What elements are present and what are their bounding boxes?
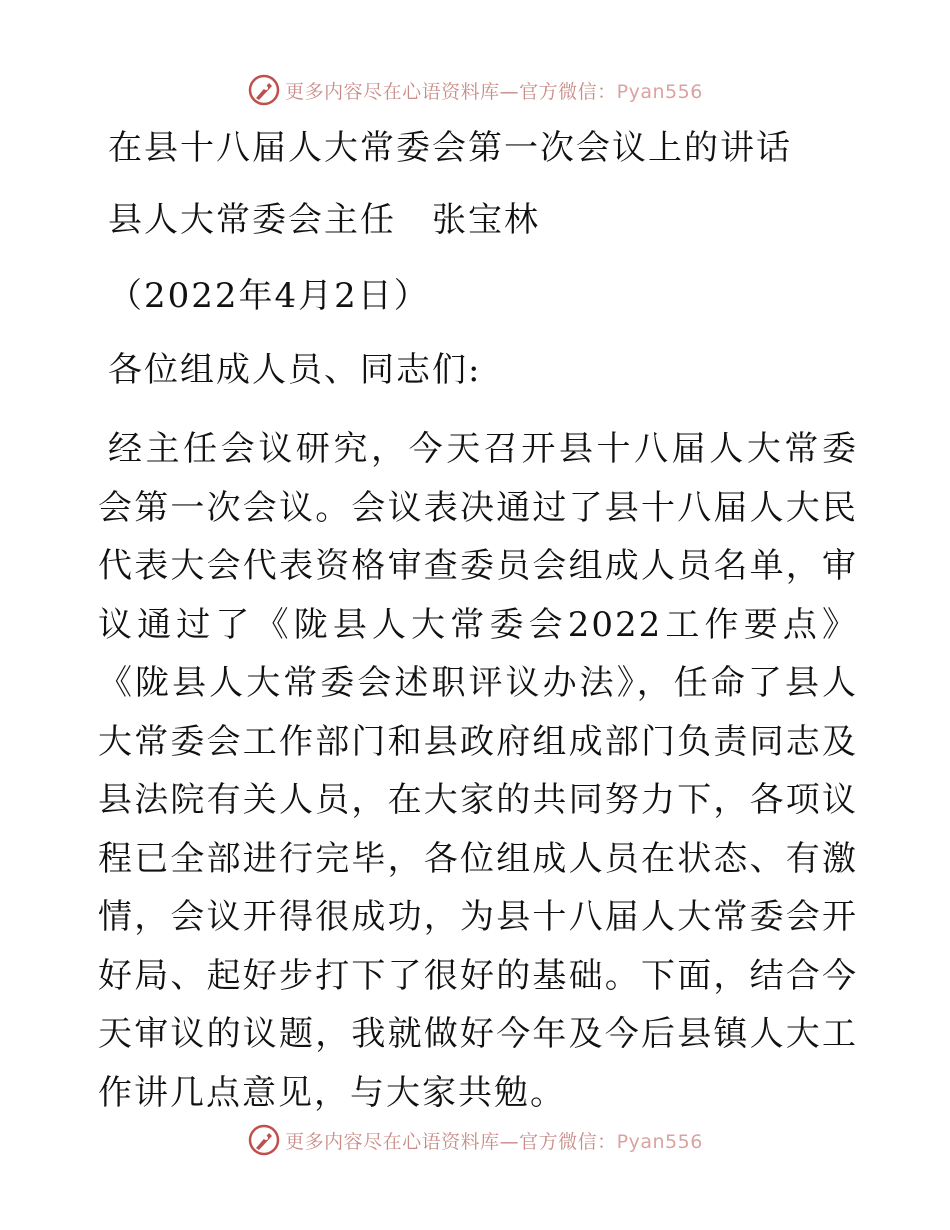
footer-watermark	[0, 1120, 950, 1160]
document-greeting: 各位组成人员、同志们:	[108, 350, 482, 390]
pen-logo-icon	[247, 1123, 281, 1157]
header-watermark	[0, 70, 950, 110]
document-title: 在县十八届人大常委会第一次会议上的讲话	[108, 128, 792, 168]
watermark-text: 更多内容尽在心语资料库—官方微信：Pyan556	[285, 1130, 703, 1153]
document-date: （2022年4月2日）	[108, 276, 430, 316]
document-author: 县人大常委会主任 张宝林	[108, 200, 540, 240]
watermark-text: 更多内容尽在心语资料库—官方微信：Pyan556	[285, 80, 703, 103]
body-paragraph: 经主任会议研究，今天召开县十八届人大常委会第一次会议。会议表决通过了县十八届人大民代表大会代表资格审查委员会组成人员名单，审议通过了《陇县人大常委会2022工作要点》《陇县人大常委会述职评议办法》，任命了县人大常委会工作部门和县政府组成部门负责同志及县法院有关人员，在大家的共同努力下，各项议程已全部进行完毕，各位组成人员在状态、有激情，会议开得很成功，为县十八届人大常委会开好局、起好步打下了很好的基础。下面，结合今天审议的议题，我就做好今年及今后县镇人大工作讲几点意见，与大家共勉。	[98, 429, 858, 1113]
pen-logo-icon	[247, 73, 281, 107]
